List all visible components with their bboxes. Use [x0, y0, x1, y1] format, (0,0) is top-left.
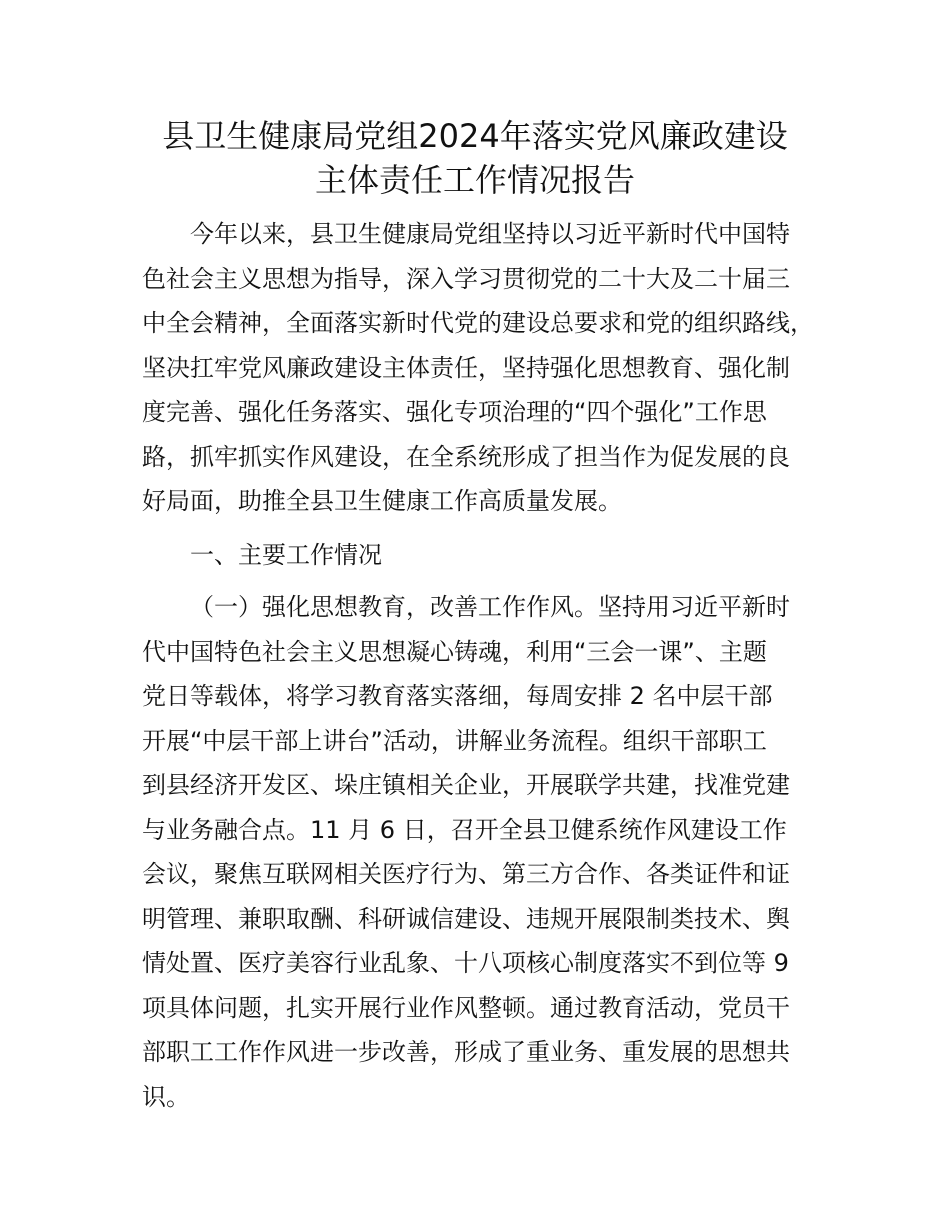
text-line: 坚决扛牢党风廉政建设主体责任，坚持强化思想教育、强化制	[142, 353, 790, 382]
text-line: 中全会精神，全面落实新时代党的建设总要求和党的组织路线，	[142, 309, 814, 337]
text-line: 部职工工作作风进一步改善，形成了重业务、重发展的思想共	[142, 1038, 790, 1066]
text-line: 今年以来，县卫生健康局党组坚持以习近平新时代中国特	[190, 220, 790, 248]
text-line: 会议，聚焦互联网相关医疗行为、第三方合作、各类证件和证	[142, 860, 790, 888]
text-line: （一）强化思想教育，改善工作作风。坚持用习近平新时	[190, 593, 790, 621]
text-line: 路，抓牢抓实作风建设，在全系统形成了担当作为促发展的良	[142, 442, 790, 471]
text-line: 情处置、医疗美容行业乱象、十八项核心制度落实不到位等 9	[142, 949, 789, 977]
text-line: 好局面，助推全县卫生健康工作高质量发展。	[142, 487, 622, 515]
text-line: 开展“中层干部上讲台”活动，讲解业务流程。组织干部职工	[142, 726, 767, 755]
section-heading	[142, 533, 818, 578]
text-line: 明管理、兼职取酬、科研诚信建设、违规开展限制类技术、舆	[142, 904, 790, 933]
text-line: 识。	[142, 1082, 190, 1111]
text-line: 色社会主义思想为指导，深入学习贯彻党的二十大及二十届三	[142, 264, 790, 293]
paragraph-item-1	[142, 585, 818, 1119]
document-title-line-2: 主体责任工作情况报告	[314, 161, 635, 199]
text-line: 党日等载体，将学习教育落实落细，每周安排 2 名中层干部	[142, 682, 773, 710]
document-title-line-1: 县卫生健康局党组2024年落实党风廉政建设	[162, 117, 788, 155]
text-line: 度完善、强化任务落实、强化专项治理的“四个强化”工作思	[142, 398, 767, 426]
document-body	[142, 212, 818, 1128]
text-line: 与业务融合点。11 月 6 日，召开全县卫健系统作风建设工作	[142, 815, 787, 844]
paragraph-intro	[142, 212, 818, 524]
text-line: 到县经济开发区、垛庄镇相关企业，开展联学共建，找准党建	[142, 771, 790, 799]
text-line: 代中国特色社会主义思想凝心铸魂，利用“三会一课”、主题	[142, 637, 767, 666]
text-line: 项具体问题，扎实开展行业作风整顿。通过教育活动，党员干	[142, 993, 790, 1022]
text-line: 一、主要工作情况	[190, 540, 382, 569]
